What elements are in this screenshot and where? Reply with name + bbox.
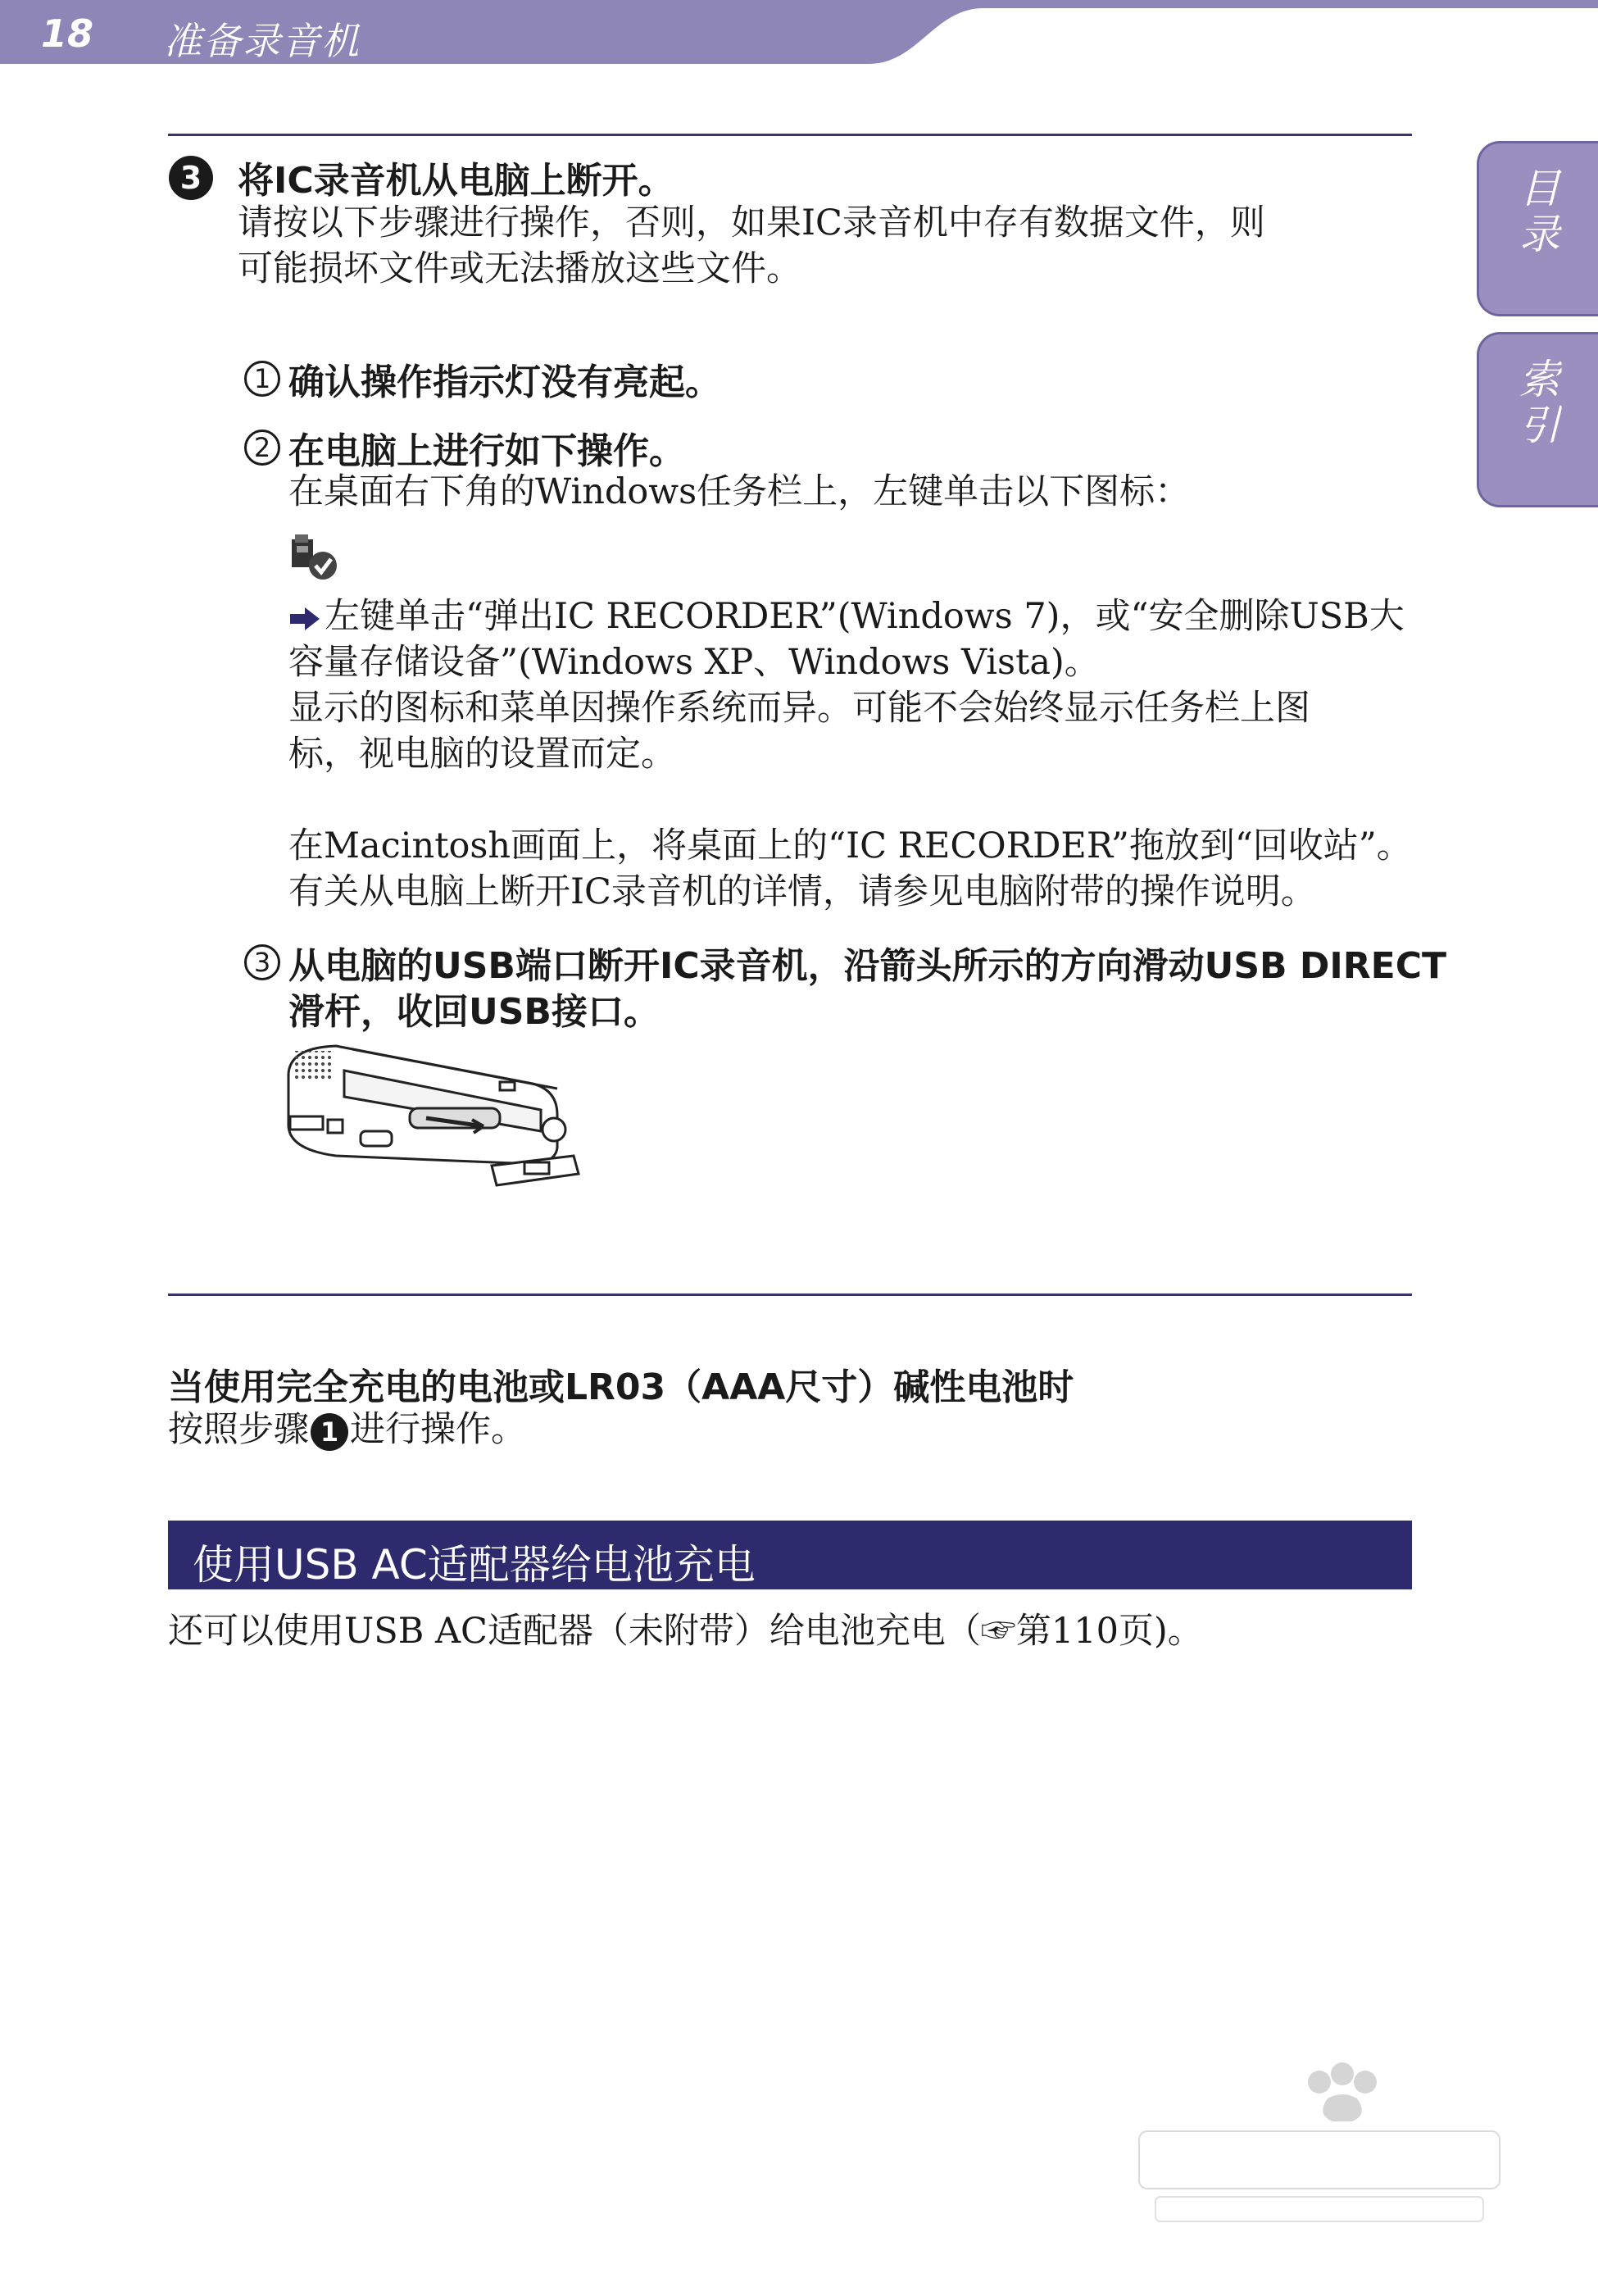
substep-2-line-1: 在桌面右下角的Windows任务栏上，左键单击以下图标： — [288, 471, 1191, 512]
substep-2-line-2-text: 左键单击“弹出IC RECORDER”(Windows 7)，或“安全删除USB大 — [325, 596, 1405, 637]
top-divider — [168, 134, 1412, 136]
substep-2-line-3: 容量存储设备”(Windows XP、Windows Vista)。 — [288, 642, 1100, 683]
paw-logo-icon — [1131, 2049, 1508, 2230]
battery-note-text-after: 进行操作。 — [350, 1409, 526, 1450]
section-title: 准备录音机 — [164, 19, 361, 63]
bottom-divider — [168, 1293, 1412, 1296]
tab-table-of-contents[interactable] — [1477, 141, 1598, 316]
tab-toc-label: 目录 — [1513, 166, 1560, 258]
usb-ac-section-bar — [168, 1521, 1412, 1589]
substep-3-label-line-2: 滑杆，收回USB接口。 — [288, 991, 660, 1033]
usb-ac-section-text: 还可以使用USB AC适配器（未附带）给电池充电（☞第110页)。 — [168, 1611, 1203, 1652]
battery-note-text-before: 按照步骤 — [168, 1409, 309, 1450]
substep-2-mark: 2 — [244, 430, 280, 466]
substep-3-label-line-1: 从电脑的USB端口断开IC录音机，沿箭头所示的方向滑动USB DIRECT — [288, 945, 1447, 987]
step-heading: 将IC录音机从电脑上断开。 — [238, 160, 674, 202]
substep-2-line-4: 显示的图标和菜单因操作系统而异。可能不会始终显示任务栏上图 — [288, 688, 1310, 729]
step-intro-line-1: 请按以下步骤进行操作，否则，如果IC录音机中存有数据文件，则 — [238, 202, 1265, 243]
substep-1-mark: 1 — [244, 361, 280, 397]
substep-2-line-2 — [288, 593, 1405, 640]
substep-2-line-7: 有关从电脑上断开IC录音机的详情，请参见电脑附带的操作说明。 — [288, 871, 1316, 912]
header-band — [0, 0, 1598, 66]
substep-2-line-6: 在Macintosh画面上，将桌面上的“IC RECORDER”拖放到“回收站”。 — [288, 825, 1412, 866]
baidu-watermark-logo — [1131, 2049, 1508, 2230]
substep-2-line-5: 标，视电脑的设置而定。 — [288, 734, 676, 775]
usb-ac-section-title: 使用USB AC适配器给电池充电 — [193, 1541, 756, 1589]
recorder-usb-illustration — [287, 1041, 598, 1213]
page-number: 18 — [41, 11, 94, 56]
usb-eject-icon — [288, 531, 339, 582]
substep-3-mark: 3 — [244, 944, 280, 980]
step-badge: 3 — [169, 156, 213, 200]
step-1-badge: 1 — [311, 1413, 348, 1451]
substep-2-label: 在电脑上进行如下操作。 — [288, 430, 685, 472]
tab-index-label: 索引 — [1513, 357, 1560, 449]
battery-note-heading: 当使用完全充电的电池或LR03（AAA尺寸）碱性电池时 — [168, 1366, 1074, 1408]
substep-1-label: 确认操作指示灯没有亮起。 — [288, 361, 721, 403]
tab-index[interactable] — [1477, 332, 1598, 507]
battery-note-text — [168, 1407, 526, 1453]
step-intro-line-2: 可能损坏文件或无法播放这些文件。 — [238, 248, 801, 289]
arrow-right-icon — [288, 606, 321, 632]
